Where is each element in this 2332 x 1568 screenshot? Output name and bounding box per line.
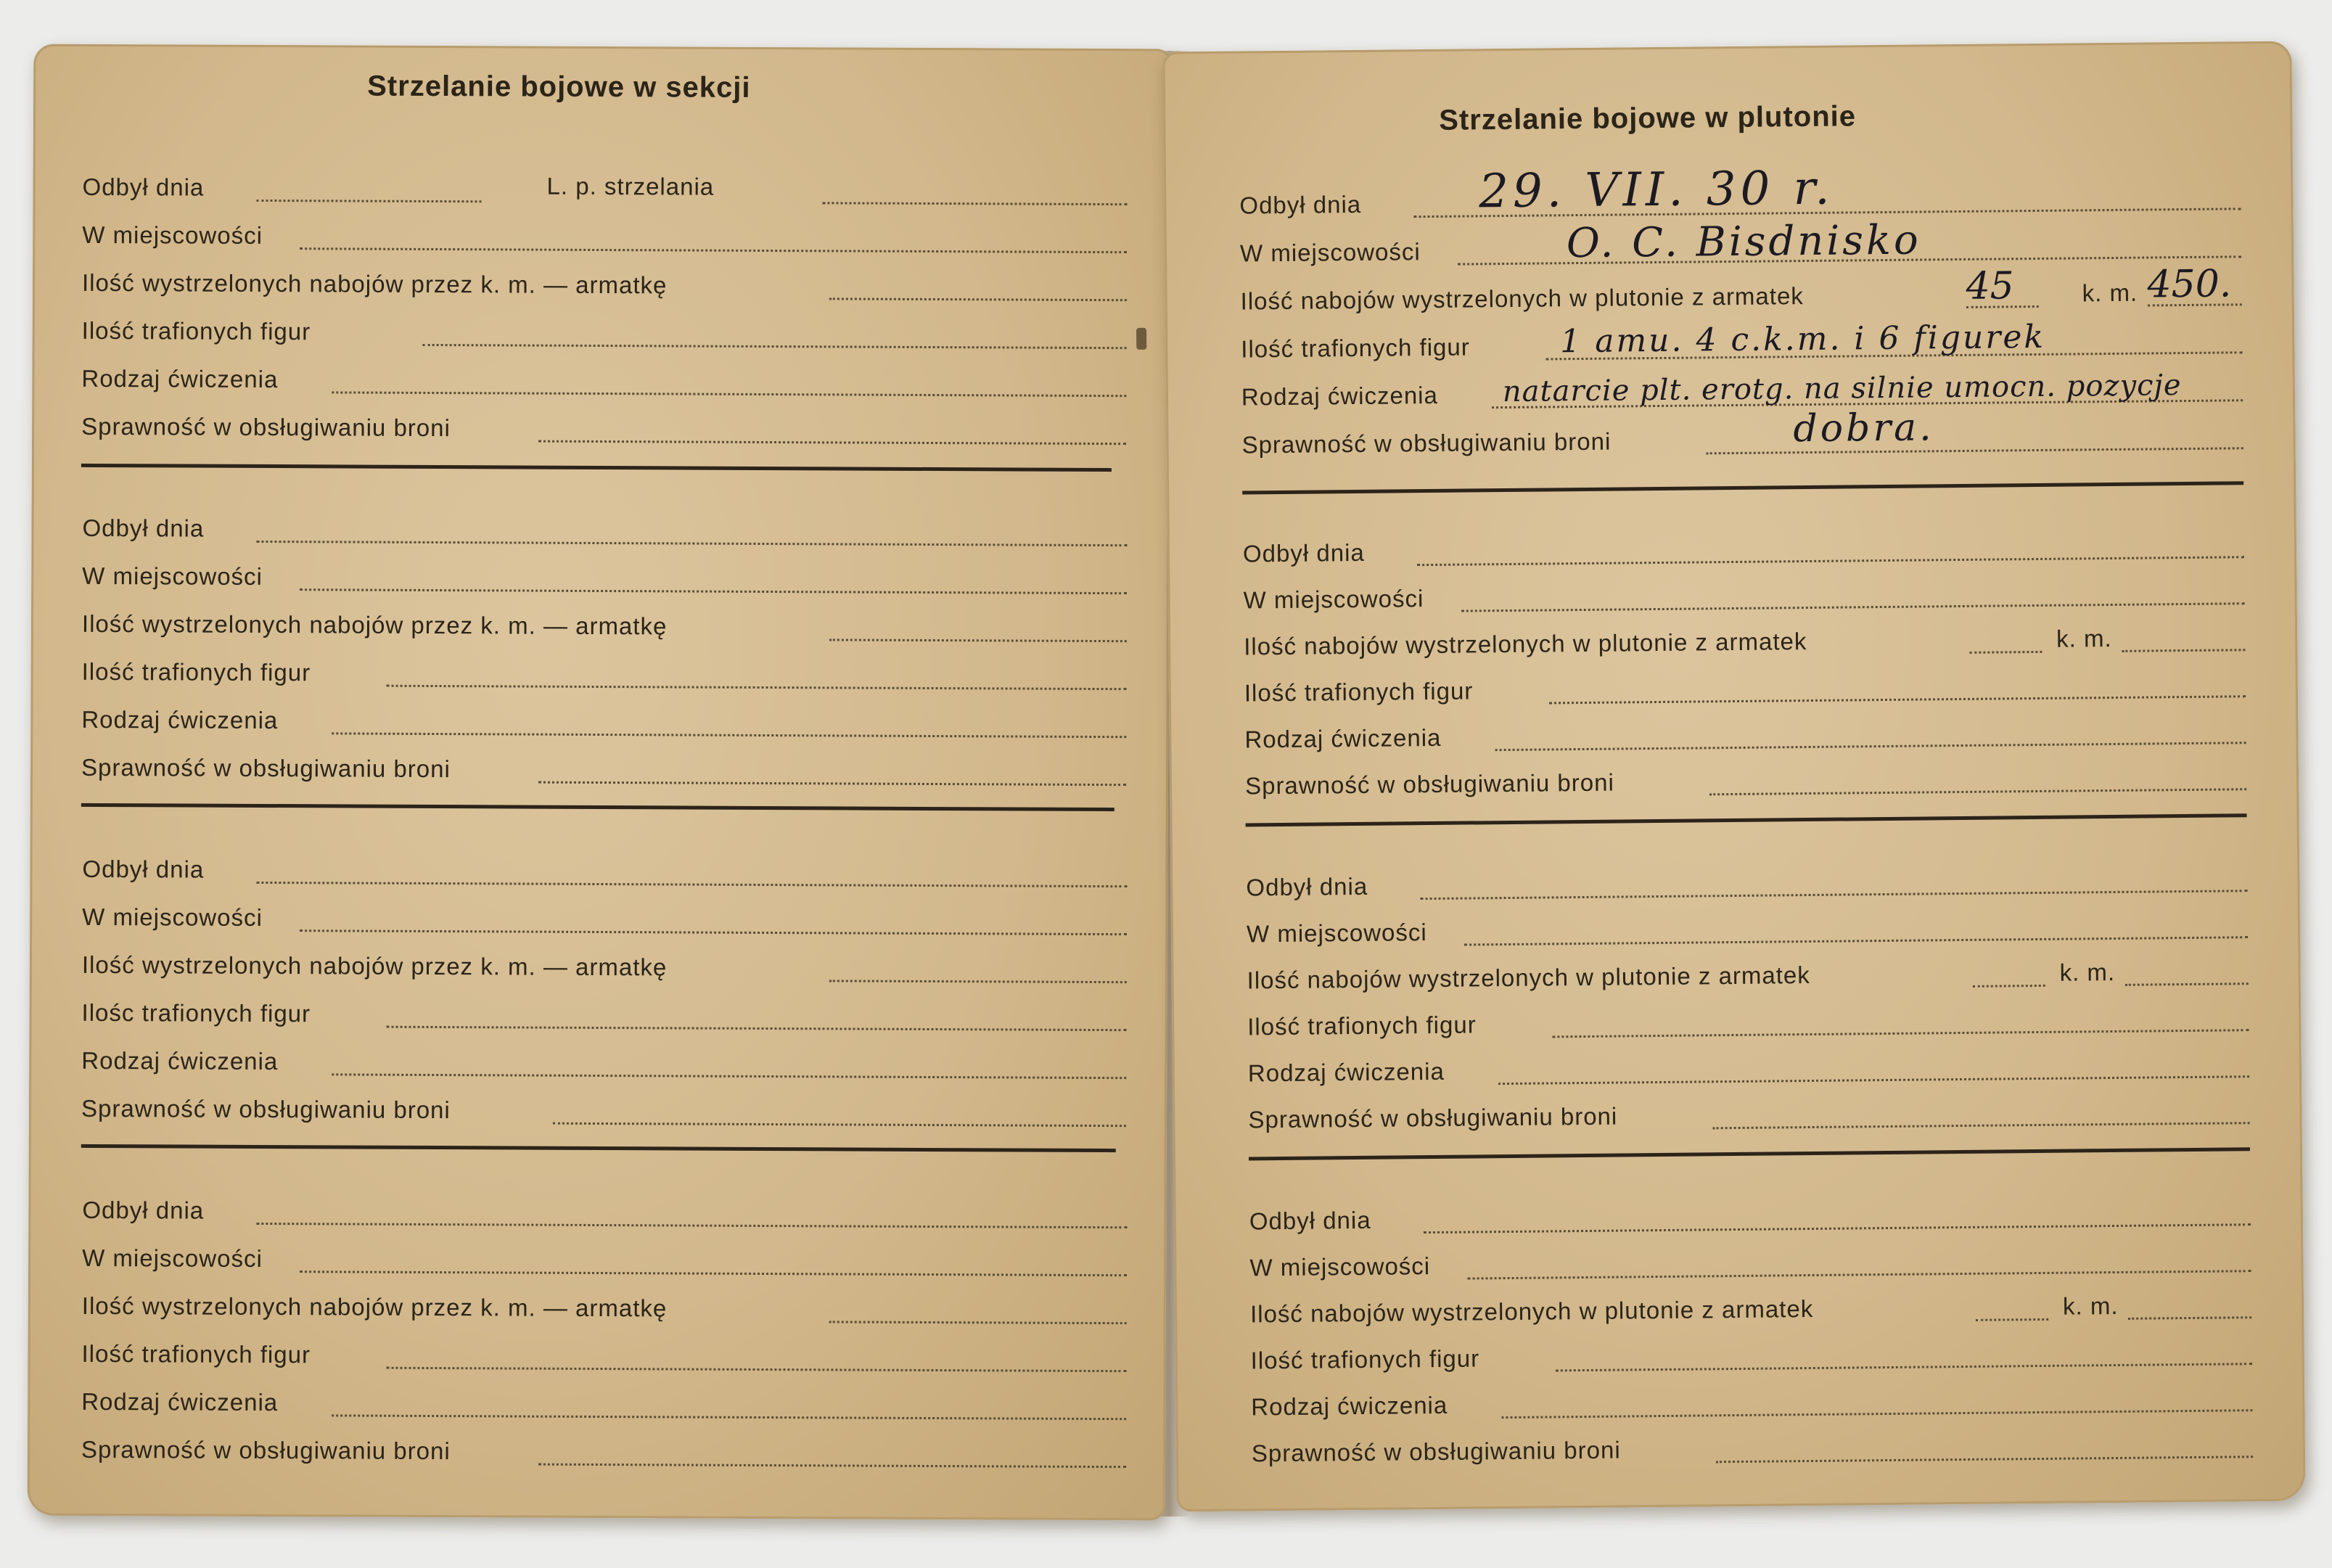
hits-row bbox=[81, 1334, 1126, 1378]
exercise-line bbox=[1495, 742, 2246, 751]
left-record-2 bbox=[81, 509, 1128, 832]
left-record-3 bbox=[81, 850, 1128, 1173]
handwritten-exercise: natarcie plt. erotg. na silnie umocn. pozycje bbox=[1502, 369, 2182, 409]
hits-line bbox=[1552, 1029, 2249, 1038]
place-line bbox=[300, 247, 1127, 253]
exercise-row bbox=[81, 700, 1126, 744]
hits-label: Ilość trafionych figur bbox=[1247, 1011, 1477, 1040]
place-label: W miejscowości bbox=[1246, 919, 1427, 948]
rounds-label: Ilość nabojów wystrzelonych w plutonie z armatek bbox=[1249, 1294, 1814, 1328]
hits-label: Ilość trafionych figur bbox=[1241, 333, 1470, 363]
date-row bbox=[82, 1191, 1127, 1234]
armatek-line bbox=[1976, 1318, 2048, 1321]
rounds-label: Ilość wystrzelonych nabojów przez k. m. — armatkę bbox=[81, 268, 668, 299]
exercise-line bbox=[1498, 1075, 2249, 1085]
exercise-row bbox=[81, 1041, 1126, 1085]
rounds-label: Ilość wystrzelonych nabojów przez k. m. — armatkę bbox=[81, 609, 668, 640]
place-row bbox=[1249, 1239, 2251, 1287]
hits-label: Ilość trafionych figur bbox=[1244, 677, 1474, 707]
right-record-2 bbox=[1243, 525, 2247, 853]
proficiency-line bbox=[538, 1464, 1126, 1469]
left-page bbox=[28, 44, 1172, 1521]
binding-staple bbox=[1136, 328, 1146, 350]
proficiency-row bbox=[1248, 1091, 2249, 1139]
exercise-row bbox=[1241, 368, 2243, 416]
armatek-line bbox=[1969, 651, 2042, 654]
left-record-1 bbox=[81, 168, 1128, 491]
date-label: Odbył dnia bbox=[82, 514, 205, 542]
place-row bbox=[82, 557, 1127, 600]
proficiency-label: Sprawność w obsługiwaniu broni bbox=[81, 1094, 451, 1124]
rounds-label: Ilość nabojów wystrzelonych w plutonie z armatek bbox=[1247, 961, 1810, 994]
rounds-label: Ilość wystrzelonych nabojów przez k. m. — armatkę bbox=[81, 951, 668, 981]
hits-line bbox=[423, 344, 1127, 349]
date-line bbox=[1421, 890, 2248, 900]
date-label: Odbył dnia bbox=[82, 1196, 205, 1224]
place-line bbox=[1468, 1270, 2251, 1279]
handwritten-armatek-count: 45 bbox=[1966, 264, 2014, 308]
date-label: Odbył dnia bbox=[1246, 872, 1368, 901]
exercise-line bbox=[332, 1073, 1126, 1079]
place-label: W miejscowości bbox=[1243, 585, 1424, 614]
hits-row bbox=[1241, 320, 2242, 369]
place-label: W miejscowości bbox=[82, 562, 263, 590]
hits-row bbox=[82, 311, 1127, 355]
exercise-label: Rodzaj ćwiczenia bbox=[81, 1046, 279, 1075]
km-line bbox=[2122, 649, 2245, 652]
handwritten-km-count: 450. bbox=[2147, 262, 2232, 307]
rounds-row bbox=[1247, 951, 2248, 1000]
rounds-line bbox=[829, 1321, 1127, 1324]
place-row bbox=[82, 1239, 1127, 1282]
rounds-row bbox=[82, 945, 1127, 989]
exercise-label: Rodzaj ćwiczenia bbox=[81, 705, 279, 734]
place-label: W miejscowości bbox=[1239, 238, 1421, 267]
proficiency-label: Sprawność w obsługiwaniu broni bbox=[81, 412, 451, 442]
rounds-row bbox=[1250, 1285, 2251, 1334]
rounds-row bbox=[82, 604, 1127, 648]
section-divider bbox=[81, 803, 1114, 811]
place-row bbox=[82, 216, 1127, 259]
exercise-label: Rodzaj ćwiczenia bbox=[1241, 381, 1439, 411]
handwritten-date: 29. VII. 30 r. bbox=[1478, 161, 1834, 219]
date-line bbox=[1417, 556, 2244, 566]
proficiency-line bbox=[1707, 447, 2243, 454]
exercise-row bbox=[81, 359, 1126, 403]
armatek-line bbox=[1973, 985, 2045, 988]
place-label: W miejscowości bbox=[82, 903, 263, 931]
date-line bbox=[1424, 1223, 2251, 1234]
place-line bbox=[1461, 602, 2245, 612]
date-line bbox=[256, 541, 1127, 546]
proficiency-line bbox=[553, 1122, 1126, 1127]
exercise-line bbox=[332, 1414, 1126, 1420]
hits-row bbox=[1247, 998, 2249, 1046]
proficiency-row bbox=[1241, 406, 2243, 464]
lp-label: L. p. strzelania bbox=[546, 172, 715, 200]
place-row bbox=[1247, 905, 2248, 953]
date-label: Odbył dnia bbox=[1249, 1206, 1371, 1235]
date-label: Odbył dnia bbox=[82, 173, 205, 201]
place-row bbox=[82, 898, 1127, 941]
exercise-row bbox=[81, 1382, 1126, 1426]
exercise-row bbox=[1244, 710, 2246, 759]
date-row bbox=[82, 509, 1127, 552]
km-label: k. m. bbox=[2059, 958, 2116, 986]
exercise-label: Rodzaj ćwiczenia bbox=[1251, 1391, 1448, 1421]
proficiency-label: Sprawność w obsługiwaniu broni bbox=[1251, 1436, 1621, 1467]
km-label: k. m. bbox=[2062, 1292, 2119, 1320]
km-line bbox=[2125, 982, 2249, 986]
hits-line bbox=[387, 1026, 1127, 1031]
hits-line bbox=[1549, 695, 2246, 704]
right-record-1 bbox=[1239, 161, 2243, 520]
proficiency-label: Sprawność w obsługiwaniu broni bbox=[81, 753, 451, 783]
exercise-label: Rodzaj ćwiczenia bbox=[81, 364, 279, 393]
place-row bbox=[1239, 216, 2241, 273]
proficiency-line bbox=[1716, 1456, 2253, 1463]
place-line bbox=[1464, 936, 2248, 945]
place-label: W miejscowości bbox=[82, 1244, 263, 1272]
rounds-row bbox=[82, 1286, 1127, 1330]
proficiency-row bbox=[81, 1430, 1126, 1474]
hits-line bbox=[387, 685, 1127, 690]
right-page bbox=[1162, 41, 2305, 1512]
proficiency-label: Sprawność w obsługiwaniu broni bbox=[1248, 1102, 1618, 1133]
section-divider bbox=[1246, 813, 2247, 826]
km-label: k. m. bbox=[2082, 279, 2138, 307]
proficiency-line bbox=[538, 440, 1126, 446]
hits-line bbox=[386, 1367, 1126, 1372]
date-label: Odbył dnia bbox=[1242, 538, 1365, 567]
hits-label: Ilość trafionych figur bbox=[81, 657, 311, 686]
left-page-title: Strzelanie bojowe w sekcji bbox=[367, 70, 751, 104]
date-row bbox=[1243, 525, 2244, 573]
right-record-3 bbox=[1246, 858, 2250, 1187]
date-row bbox=[82, 850, 1127, 893]
km-label: k. m. bbox=[2056, 624, 2112, 652]
exercise-label: Rodzaj ćwiczenia bbox=[1244, 723, 1442, 753]
proficiency-line bbox=[1709, 788, 2246, 795]
date-label: Odbył dnia bbox=[1239, 190, 1362, 219]
rounds-row bbox=[82, 263, 1127, 307]
right-record-4 bbox=[1249, 1192, 2254, 1492]
proficiency-line bbox=[1713, 1122, 2250, 1129]
exercise-label: Rodzaj ćwiczenia bbox=[81, 1387, 279, 1416]
right-page-title: Strzelanie bojowe w plutonie bbox=[1439, 100, 1857, 136]
date-row bbox=[1249, 1192, 2251, 1241]
hits-label: Ilość trafionych figur bbox=[81, 1339, 311, 1368]
date-label: Odbył dnia bbox=[82, 855, 205, 883]
rounds-row bbox=[1244, 617, 2245, 666]
date-row bbox=[1246, 858, 2247, 907]
rounds-label: Ilość nabojów wystrzelonych w plutonie z armatek bbox=[1244, 628, 1807, 660]
handwritten-hits: 1 amu. 4 c.k.m. i 6 figurek bbox=[1559, 318, 2046, 361]
proficiency-row bbox=[1245, 757, 2246, 805]
proficiency-label: Sprawność w obsługiwaniu broni bbox=[1241, 427, 1612, 459]
section-divider bbox=[1249, 1147, 2250, 1160]
section-divider bbox=[81, 1144, 1116, 1152]
hits-label: Ilośc trafionych figur bbox=[81, 998, 311, 1027]
section-divider bbox=[1242, 481, 2243, 494]
hits-row bbox=[81, 993, 1126, 1037]
exercise-line bbox=[1501, 1409, 2252, 1419]
proficiency-row bbox=[81, 1089, 1126, 1133]
rounds-line bbox=[829, 297, 1127, 301]
rounds-row bbox=[1240, 262, 2241, 321]
km-line bbox=[2128, 1316, 2251, 1320]
handwritten-proficiency: dobra. bbox=[1793, 406, 1934, 451]
proficiency-row bbox=[1252, 1424, 2253, 1473]
place-line bbox=[300, 588, 1127, 594]
lp-line bbox=[822, 202, 1127, 205]
proficiency-row bbox=[81, 748, 1126, 792]
hits-line bbox=[1556, 1363, 2252, 1371]
hits-label: Ilość trafionych figur bbox=[1250, 1345, 1480, 1374]
place-row bbox=[1243, 571, 2244, 620]
exercise-line bbox=[332, 391, 1126, 397]
exercise-line bbox=[332, 732, 1126, 738]
rounds-label: Ilość wystrzelonych nabojów przez k. m. — armatkę bbox=[81, 1292, 668, 1322]
hits-row bbox=[1250, 1331, 2251, 1380]
exercise-row bbox=[1248, 1044, 2249, 1093]
proficiency-row bbox=[81, 407, 1126, 451]
proficiency-label: Sprawność w obsługiwaniu broni bbox=[81, 1435, 451, 1465]
hits-label: Ilość trafionych figur bbox=[81, 316, 311, 345]
place-line bbox=[300, 929, 1127, 935]
proficiency-label: Sprawność w obsługiwaniu broni bbox=[1244, 768, 1615, 800]
rounds-line bbox=[829, 980, 1127, 983]
rounds-label: Ilość nabojów wystrzelonych w plutonie z armatek bbox=[1240, 282, 1804, 315]
date-line bbox=[256, 882, 1127, 887]
exercise-label: Rodzaj ćwiczenia bbox=[1247, 1057, 1445, 1087]
place-label: W miejscowości bbox=[82, 221, 263, 249]
date-row bbox=[82, 168, 1127, 211]
section-divider bbox=[81, 464, 1112, 472]
handwritten-place: O. C. Bisdnisko bbox=[1566, 216, 1921, 268]
exercise-row bbox=[1251, 1378, 2252, 1427]
date-line bbox=[256, 200, 481, 202]
place-line bbox=[300, 1271, 1127, 1276]
date-line bbox=[256, 1223, 1127, 1228]
proficiency-line bbox=[538, 781, 1126, 787]
place-label: W miejscowości bbox=[1249, 1252, 1431, 1281]
hits-row bbox=[82, 652, 1127, 696]
left-record-4 bbox=[81, 1191, 1128, 1500]
rounds-line bbox=[829, 639, 1127, 642]
hits-row bbox=[1244, 664, 2246, 713]
